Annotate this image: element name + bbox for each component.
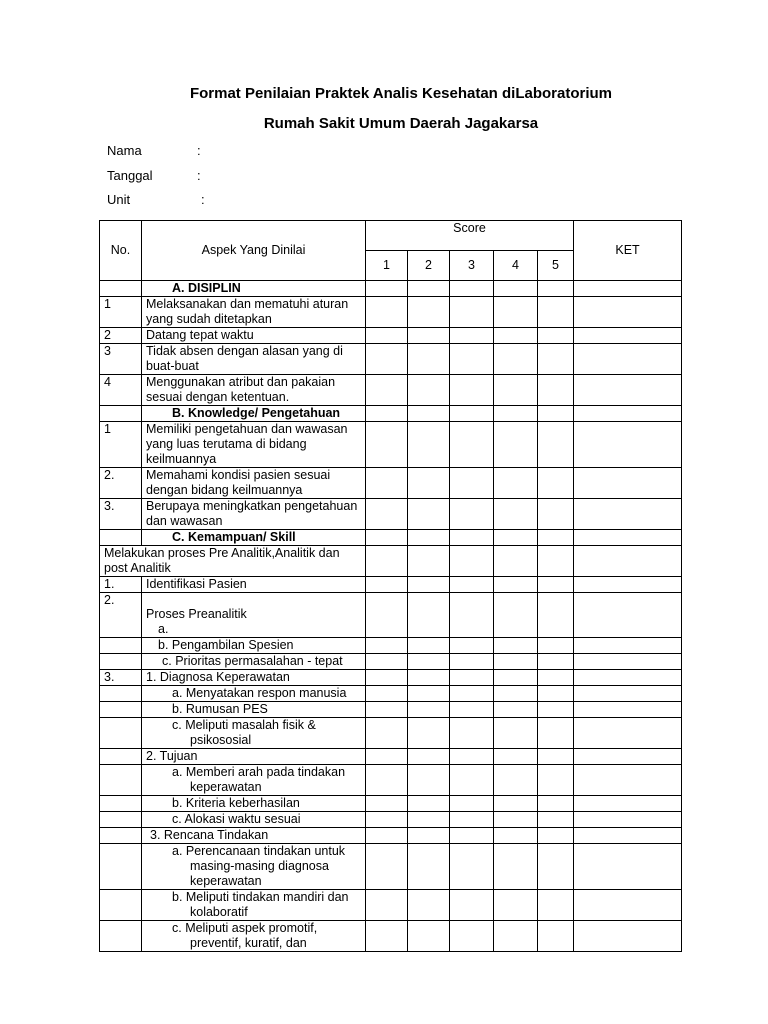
document-subtitle: Rumah Sakit Umum Daerah Jagakarsa [263, 115, 539, 132]
header-score: Score [366, 221, 574, 251]
field-label-nama: Nama [107, 143, 142, 158]
row-text: Berupaya meningkatkan pengetahuan dan wawasan [142, 499, 366, 530]
table-row: 2. Memahami kondisi pasien sesuai dengan bidang keilmuannya [100, 468, 682, 499]
section-c-heading: C. Kemampuan/ Skill [142, 530, 366, 546]
header-aspek: Aspek Yang Dinilai [142, 221, 366, 281]
section-c-intro: Melakukan proses Pre Analitik,Analitik dan post Analitik [100, 546, 366, 577]
row-text: Memiliki pengetahuan dan wawasan yang luas terutama di bidang keilmuannya [142, 422, 366, 468]
row-text: 1. Diagnosa Keperawatan [142, 670, 366, 686]
table-row: 1 Memiliki pengetahuan dan wawasan yang luas terutama di bidang keilmuannya [100, 422, 682, 468]
field-colon-tanggal: : [197, 168, 201, 183]
section-a-heading: A. DISIPLIN [142, 281, 366, 297]
row-text: c. Prioritas permasalahan - tepat [142, 654, 366, 670]
row-text: Menggunakan atribut dan pakaian sesuai dengan ketentuan. [142, 375, 366, 406]
table-row [100, 765, 682, 796]
field-colon-unit: : [201, 192, 205, 207]
row-text: Proses Preanalitik a. [142, 593, 366, 638]
row-text: c. Alokasi waktu sesuai [142, 812, 366, 828]
table-row: 2 Datang tepat waktu [100, 328, 682, 344]
row-text: b. Meliputi tindakan mandiri dan kolaboratif [142, 890, 366, 921]
table-row: 1. Identifikasi Pasien [100, 577, 682, 593]
row-text: c. Meliputi masalah fisik & psikososial [142, 718, 366, 749]
score-col-4: 4 [494, 251, 538, 281]
score-col-5: 5 [538, 251, 574, 281]
table-row: 3 Tidak absen dengan alasan yang di buat-buat [100, 344, 682, 375]
score-col-2: 2 [408, 251, 450, 281]
table-row [100, 890, 682, 921]
row-text: 3. Rencana Tindakan [142, 828, 366, 844]
row-text: c. Meliputi aspek promotif, preventif, kuratif, dan [142, 921, 366, 952]
table-row [100, 828, 682, 844]
section-b-heading: B. Knowledge/ Pengetahuan [142, 406, 366, 422]
row-text: Melaksanakan dan mematuhi aturan yang sudah ditetapkan [142, 297, 366, 328]
table-row: 3. Berupaya meningkatkan pengetahuan dan wawasan [100, 499, 682, 530]
table-row [100, 812, 682, 828]
score-col-3: 3 [450, 251, 494, 281]
header-no: No. [100, 221, 142, 281]
table-row [100, 638, 682, 654]
table-row [100, 796, 682, 812]
assessment-table [99, 220, 682, 952]
row-text: Memahami kondisi pasien sesuai dengan bidang keilmuannya [142, 468, 366, 499]
row-text: a. Menyatakan respon manusia [142, 686, 366, 702]
field-label-unit: Unit [107, 192, 131, 207]
row-text: Identifikasi Pasien [142, 577, 366, 593]
document-title: Format Penilaian Praktek Analis Kesehatan diLaboratorium [189, 85, 613, 102]
table-row: 1 Melaksanakan dan mematuhi aturan yang sudah ditetapkan [100, 297, 682, 328]
field-colon-nama: : [197, 143, 201, 158]
table-row: 4 Menggunakan atribut dan pakaian sesuai dengan ketentuan. [100, 375, 682, 406]
field-label-tanggal: Tanggal [107, 168, 153, 183]
table-row [100, 654, 682, 670]
table-row [100, 702, 682, 718]
row-text: 2. Tujuan [142, 749, 366, 765]
table-row [100, 749, 682, 765]
table-row [100, 686, 682, 702]
row-text: a. Memberi arah pada tindakan keperawatan [142, 765, 366, 796]
row-text: b. Rumusan PES [142, 702, 366, 718]
row-text: b. Pengambilan Spesien [142, 638, 366, 654]
row-text: Datang tepat waktu [142, 328, 366, 344]
header-ket: KET [574, 221, 682, 281]
row-text: b. Kriteria keberhasilan [142, 796, 366, 812]
table-row [100, 718, 682, 749]
score-col-1: 1 [366, 251, 408, 281]
table-row [100, 844, 682, 890]
row-text: Tidak absen dengan alasan yang di buat-buat [142, 344, 366, 375]
table-row [100, 546, 682, 577]
table-row: 2. Proses Preanalitik a. [100, 593, 682, 638]
row-text: a. Perencanaan tindakan untuk masing-masing diagnosa keperawatan [142, 844, 366, 890]
table-row: 3. 1. Diagnosa Keperawatan [100, 670, 682, 686]
table-row [100, 921, 682, 952]
